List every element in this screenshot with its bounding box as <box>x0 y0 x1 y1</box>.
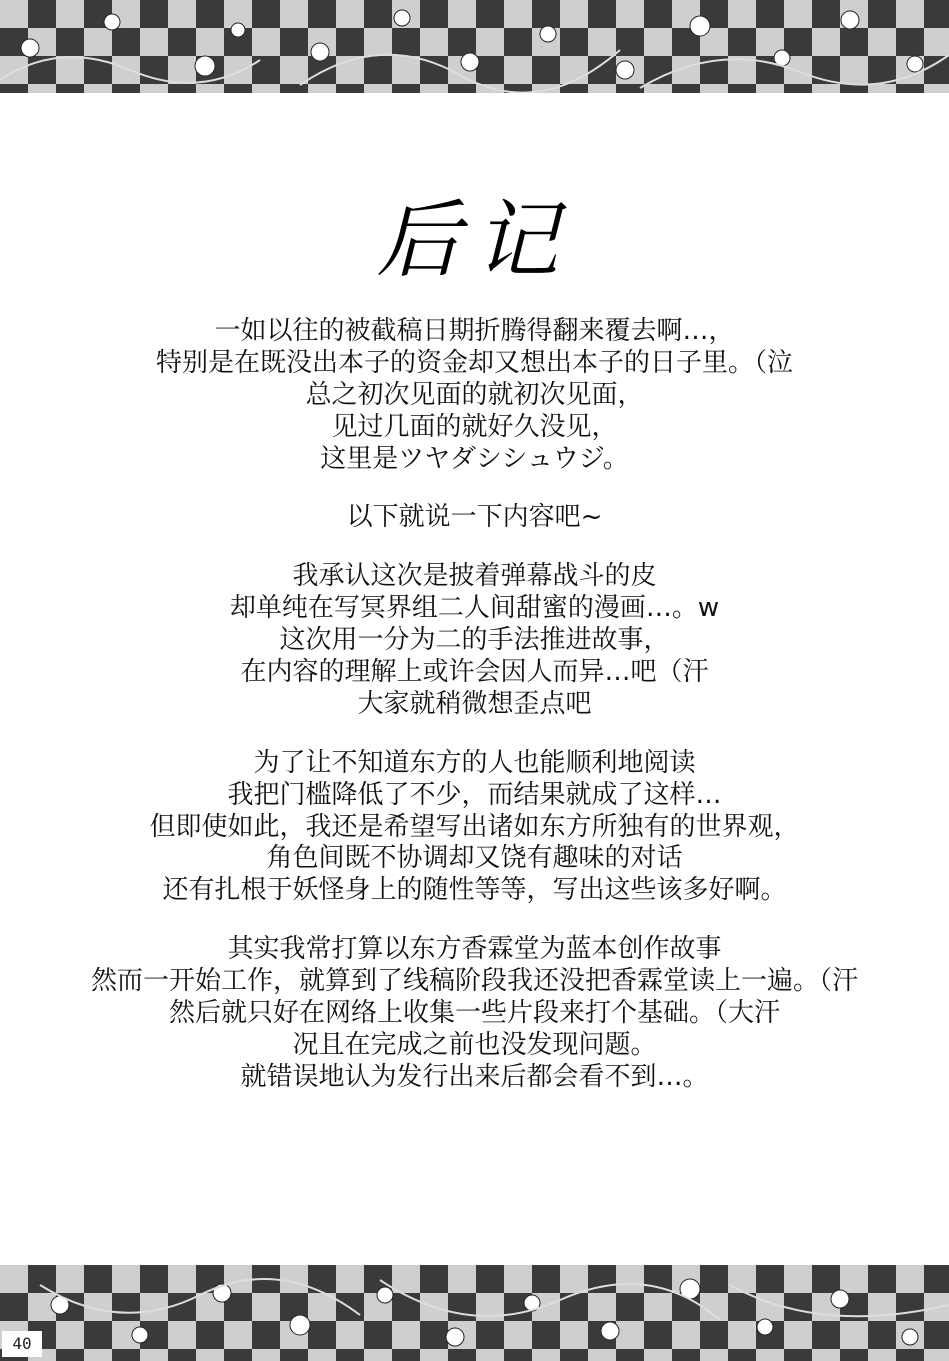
page-title: 后记 <box>376 191 573 289</box>
text-line: 以下就说一下内容吧~ <box>346 502 603 533</box>
text-line: 其实我常打算以东方香霖堂为蓝本创作故事 <box>227 934 722 965</box>
paragraph <box>0 748 949 907</box>
text-line: 然而一开始工作，就算到了线稿阶段我还没把香霖堂读上一遍。（汗 <box>90 966 858 997</box>
text-line: 我把门槛降低了不少，而结果就成了这样… <box>227 779 722 810</box>
text-line: 角色间既不协调却又饶有趣味的对话 <box>266 843 683 874</box>
paragraph <box>0 316 949 475</box>
bottom-decorative-border <box>0 1265 949 1361</box>
text-line: 一如以往的被截稿日期折腾得翻来覆去啊…， <box>214 316 735 346</box>
text-line: 却单纯在写冥界组二人间甜蜜的漫画…。w <box>229 593 720 624</box>
text-line: 为了让不知道东方的人也能顺利地阅读 <box>253 747 696 778</box>
text-line: 然后就只好在网络上收集一些片段来打个基础。（大汗 <box>168 998 780 1029</box>
paragraph <box>0 561 949 720</box>
paragraph <box>0 502 949 534</box>
paragraph <box>0 934 949 1093</box>
text-line: 在内容的理解上或许会因人而异…吧（汗 <box>240 657 709 688</box>
blossom-pattern-bottom <box>0 1265 949 1361</box>
text-line: 总之初次见面的就初次见面， <box>305 379 644 410</box>
text-line: 就错误地认为发行出来后都会看不到…。 <box>240 1061 709 1092</box>
text-line: 但即使如此，我还是希望写出诸如东方所独有的世界观， <box>149 811 800 842</box>
top-decorative-border <box>0 0 949 93</box>
blossom-pattern-top <box>0 0 949 93</box>
afterword-body <box>0 316 949 1094</box>
text-line: 特别是在既没出本子的资金却又想出本子的日子里。（泣 <box>155 347 793 378</box>
text-line: 见过几面的就好久没见， <box>331 411 618 442</box>
text-line: 这里是ツヤダシシュウジ。 <box>320 443 629 474</box>
text-line: 我承认这次是披着弹幕战斗的皮 <box>292 561 657 592</box>
text-line: 大家就稍微想歪点吧 <box>357 688 592 719</box>
text-line: 况且在完成之前也没发现问题。 <box>292 1029 657 1060</box>
text-line: 这次用一分为二的手法推进故事， <box>279 625 670 656</box>
text-line: 还有扎根于妖怪身上的随性等等，写出这些该多好啊。 <box>162 875 787 906</box>
page-number: 40 <box>2 1331 42 1357</box>
